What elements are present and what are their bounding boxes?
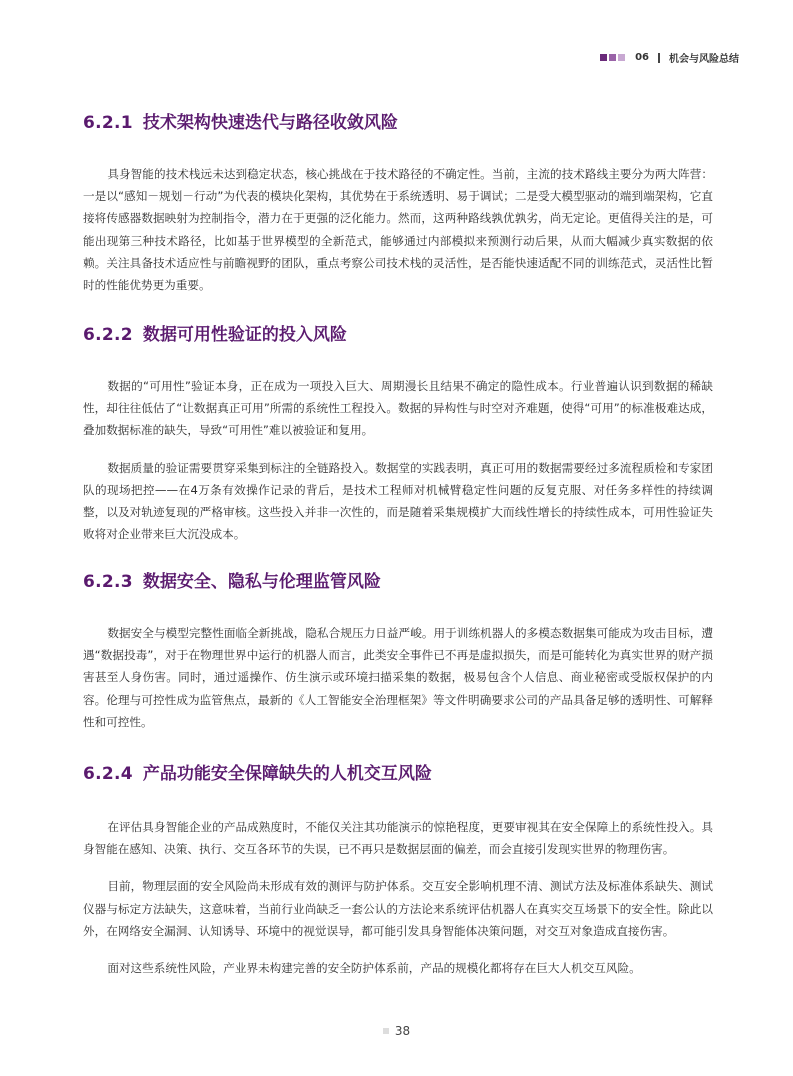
paragraph: 在评估具身智能企业的产品成熟度时，不能仅关注其功能演示的惊艳程度，更要审视其在安全保障上的系统性投入。具身智能在感知、决策、执行、交互各环节的失误，已不再只是数据层面的偏差，而会直接引发现实世界的物理伤害。 xyxy=(83,820,713,857)
paragraph: 具身智能的技术栈远未达到稳定状态，核心挑战在于技术路径的不确定性。当前，主流的技术路线主要分为两大阵营：一是以“感知－规划－行动”为代表的模块化架构，其优势在于系统透明、易于调试；二是受大模型驱动的端到端架构，它直接将传感器数据映射为控制指令，潜力在于更强的泛化能力。然而，这两种路线孰优孰劣，尚无定论。更值得关注的是，可能出现第三种技术路径，比如基于世界模型的全新范式，能够通过内部模拟来预测行动后果，从而大幅减少真实数据的依赖。关注具备技术适应性与前瞻视野的团队，重点考察公司技术栈的灵活性，是否能快速适配不同的训练范式，灵活性比暂时的性能优势更为重要。 xyxy=(83,167,713,293)
square-icon xyxy=(618,54,625,61)
section-title: 数据安全、隐私与伦理监管风险 xyxy=(142,572,381,592)
section-number: 6.2.3 xyxy=(83,572,133,592)
section-number: 6.2.2 xyxy=(83,325,133,345)
section-6-2-1 xyxy=(83,112,713,296)
section-number: 6.2.4 xyxy=(83,764,133,784)
section-6-2-4 xyxy=(83,763,713,979)
square-icon xyxy=(383,1028,389,1034)
section-6-2-3 xyxy=(83,571,713,733)
section-title: 产品功能安全保障缺失的人机交互风险 xyxy=(142,764,432,784)
chapter-header xyxy=(600,50,739,65)
paragraph: 数据的“可用性”验证本身，正在成为一项投入巨大、周期漫长且结果不确定的隐性成本。行业普遍认识到数据的稀缺性，却往往低估了“让数据真正可用”所需的系统性工程投入。数据的异构性与时空对齐难题，使得“可用”的标准极难达成，叠加数据标准的缺失，导致“可用性”难以被验证和复用。 xyxy=(83,379,713,438)
section-heading xyxy=(83,763,713,785)
square-icon xyxy=(609,54,616,61)
page-number: 38 xyxy=(394,1024,411,1038)
paragraph: 面对这些系统性风险，产业界未构建完善的安全防护体系前，产品的规模化都将存在巨大人机交互风险。 xyxy=(107,961,641,976)
section-heading xyxy=(83,571,713,593)
paragraph: 数据安全与模型完整性面临全新挑战，隐私合规压力日益严峻。用于训练机器人的多模态数据集可能成为攻击目标，遭遇“数据投毒”，对于在物理世界中运行的机器人而言，此类安全事件已不再是虚拟损失，而是可能转化为真实世界的财产损害甚至人身伤害。同时，通过遥操作、仿生演示或环境扫描采集的数据，极易包含个人信息、商业秘密或受版权保护的内容。伦理与可控性成为监管焦点，最新的《人工智能安全治理框架》等文件明确要求公司的产品具备足够的透明性、可解释性和可控性。 xyxy=(83,626,713,729)
section-title: 数据可用性验证的投入风险 xyxy=(142,325,347,345)
section-heading xyxy=(83,324,713,346)
section-heading xyxy=(83,112,713,134)
header-decoration-squares xyxy=(600,54,625,61)
chapter-title: 机会与风险总结 xyxy=(669,54,739,65)
paragraph: 数据质量的验证需要贯穿采集到标注的全链路投入。数据堂的实践表明，真正可用的数据需要经过多流程质检和专家团队的现场把控——在4万条有效操作记录的背后，是技术工程师对机械臂稳定性问题的反复克服、对任务多样性的持续调整，以及对轨迹复现的严格审核。这些投入并非一次性的，而是随着采集规模扩大而线性增长的持续性成本，可用性验证失败将对企业带来巨大沉没成本。 xyxy=(83,460,713,542)
section-6-2-2 xyxy=(83,324,713,545)
paragraph: 目前，物理层面的安全风险尚未形成有效的测评与防护体系。交互安全影响机理不清、测试方法及标准体系缺失、测试仪器与标定方法缺失，这意味着，当前行业尚缺乏一套公认的方法论来系统评估机器人在真实交互场景下的安全性。除此以外，在网络安全漏洞、认知诱导、环境中的视觉误导，都可能引发具身智能体决策问题，对交互对象造成直接伤害。 xyxy=(83,879,713,938)
section-number: 6.2.1 xyxy=(83,113,133,133)
separator-bar xyxy=(658,53,660,63)
chapter-number: 06 xyxy=(635,52,649,63)
page-footer xyxy=(0,1024,793,1038)
square-icon xyxy=(600,54,607,61)
section-title: 技术架构快速迭代与路径收敛风险 xyxy=(142,113,398,133)
